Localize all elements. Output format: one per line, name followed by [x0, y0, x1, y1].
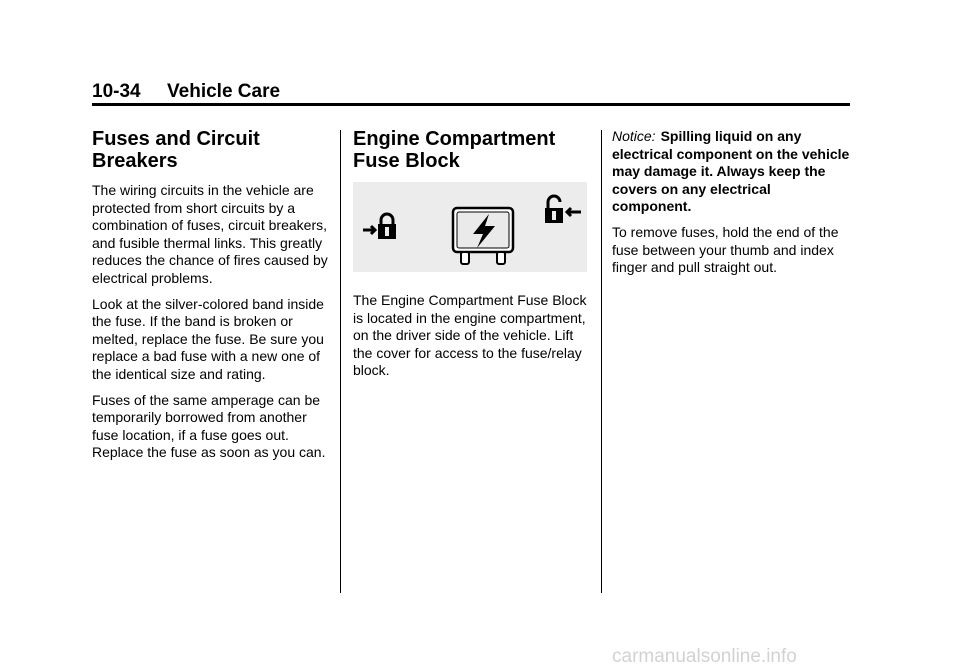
section-title: Vehicle Care	[167, 81, 281, 102]
notice-label: Notice:	[612, 128, 656, 144]
heading-fuses-circuit-breakers: Fuses and Circuit Breakers	[92, 128, 260, 172]
paragraph-remove-fuses: To remove fuses, hold the end of the fuse between your thumb and index finger and pull straight out.	[612, 223, 839, 276]
column-engine-fuse-block	[353, 128, 589, 388]
paragraph-fuse-block-location: The Engine Compartment Fuse Block is located in the engine compartment, on the driver side of the vehicle. Lift the cover for access to the fuse/relay block.	[353, 292, 587, 379]
column-fuses-breakers	[92, 128, 332, 470]
page-number: 10-34	[92, 81, 141, 102]
unlock-arrow-out-icon	[545, 196, 581, 223]
lock-arrow-in-icon	[363, 214, 396, 239]
notice-text: Spilling liquid on any electrical component on the vehicle may damage it. Always keep the covers on any electrical component.	[612, 128, 850, 215]
notice-paragraph	[612, 128, 852, 216]
fuse-block-lightning-icon	[453, 208, 513, 264]
header-rule	[92, 103, 850, 106]
column-divider-left	[340, 130, 341, 593]
fuse-block-svg	[353, 182, 587, 272]
paragraph-wiring-circuits: The wiring circuits in the vehicle are protected from short circuits by a combination of fuses, circuit breakers, and fusible thermal links. This greatly reduces the chance of fires caused by electrical problems.	[92, 182, 328, 286]
column-divider-right	[601, 130, 602, 593]
paragraph-borrow-fuses: Fuses of the same amperage can be temporarily borrowed from another fuse location, if a fuse goes out. Replace the fuse as soon as you can.	[92, 391, 326, 461]
heading-engine-compartment-fuse-block: Engine Compartment Fuse Block	[353, 128, 556, 172]
column-notice	[612, 128, 852, 285]
fuse-block-illustration	[353, 182, 587, 272]
paragraph-silver-band: Look at the silver-colored band inside the fuse. If the band is broken or melted, replace the fuse. Be sure you replace a bad fuse with a new one of the identical size and rating.	[92, 295, 324, 382]
page-header	[92, 80, 850, 104]
watermark: carmanualsonline.info	[612, 646, 797, 667]
